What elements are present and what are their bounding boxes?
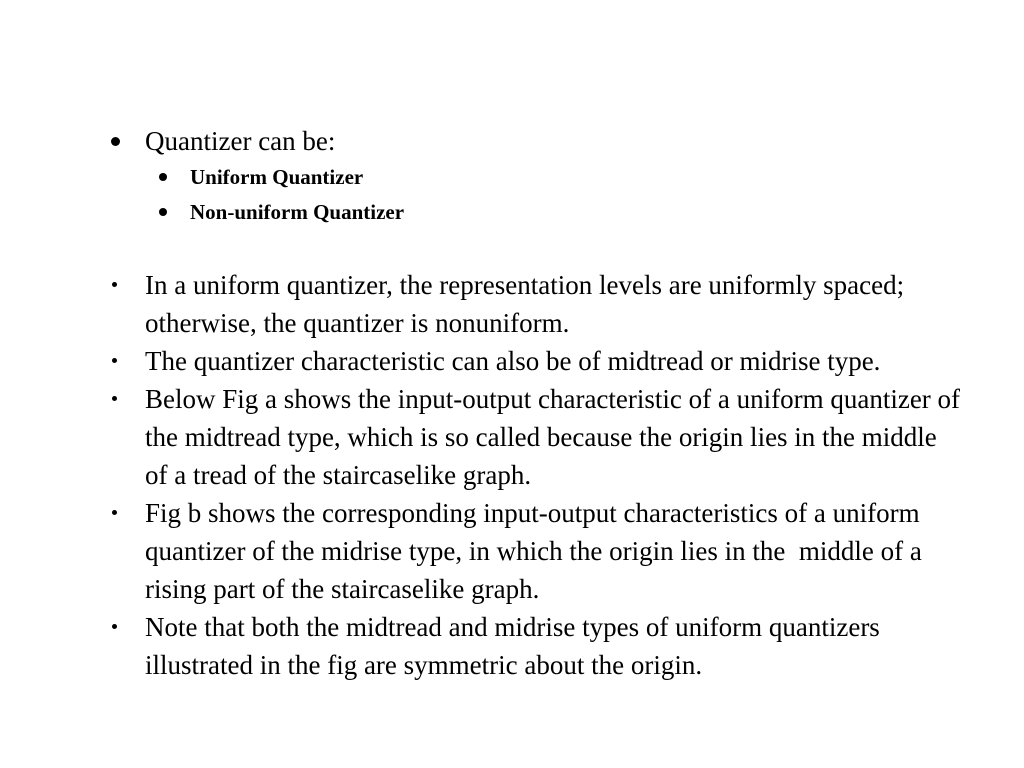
bullet-item [105,494,965,608]
sub-bullet-text: Uniform Quantizer [190,165,364,189]
bullet-text: The quantizer characteristic can also be of midtread or midrise type. [145,346,881,376]
bullet-item-intro [105,122,965,160]
slide-content [105,122,965,684]
bullet-dot-icon [111,137,120,146]
sub-bullet-text: Non-uniform Quantizer [190,200,405,224]
intro-text: Quantizer can be: [145,126,336,156]
sub-bullet-uniform [105,160,965,195]
bullet-item [105,342,965,380]
bullet-text: Fig b shows the corresponding input-output characteristics of a uniform quantizer of the midrise type, in which the origin lies in the middle of a rising part of the staircaselike graph. [145,498,929,604]
bullet-item [105,380,965,494]
bullet-dot-icon [112,624,117,629]
bullet-text: Note that both the midtread and midrise types of uniform quantizers illustrated in the fig are symmetric about the origin. [145,612,880,680]
bullet-item [105,608,965,684]
bullet-text: In a uniform quantizer, the representation levels are uniformly spaced; otherwise, the quantizer is nonuniform. [145,270,905,338]
bullet-dot-icon [159,208,167,216]
bullet-item [105,266,965,342]
bullet-dot-icon [112,358,117,363]
bullet-dot-icon [112,510,117,515]
spacer [105,230,965,266]
bullet-dot-icon [159,173,167,181]
bullet-text: Below Fig a shows the input-output characteristic of a uniform quantizer of the midtread type, which is so called because the origin lies in the middle of a tread of the staircaselike graph. [145,384,961,490]
bullet-dot-icon [112,396,117,401]
bullet-dot-icon [112,282,117,287]
sub-bullet-nonuniform [105,195,965,230]
